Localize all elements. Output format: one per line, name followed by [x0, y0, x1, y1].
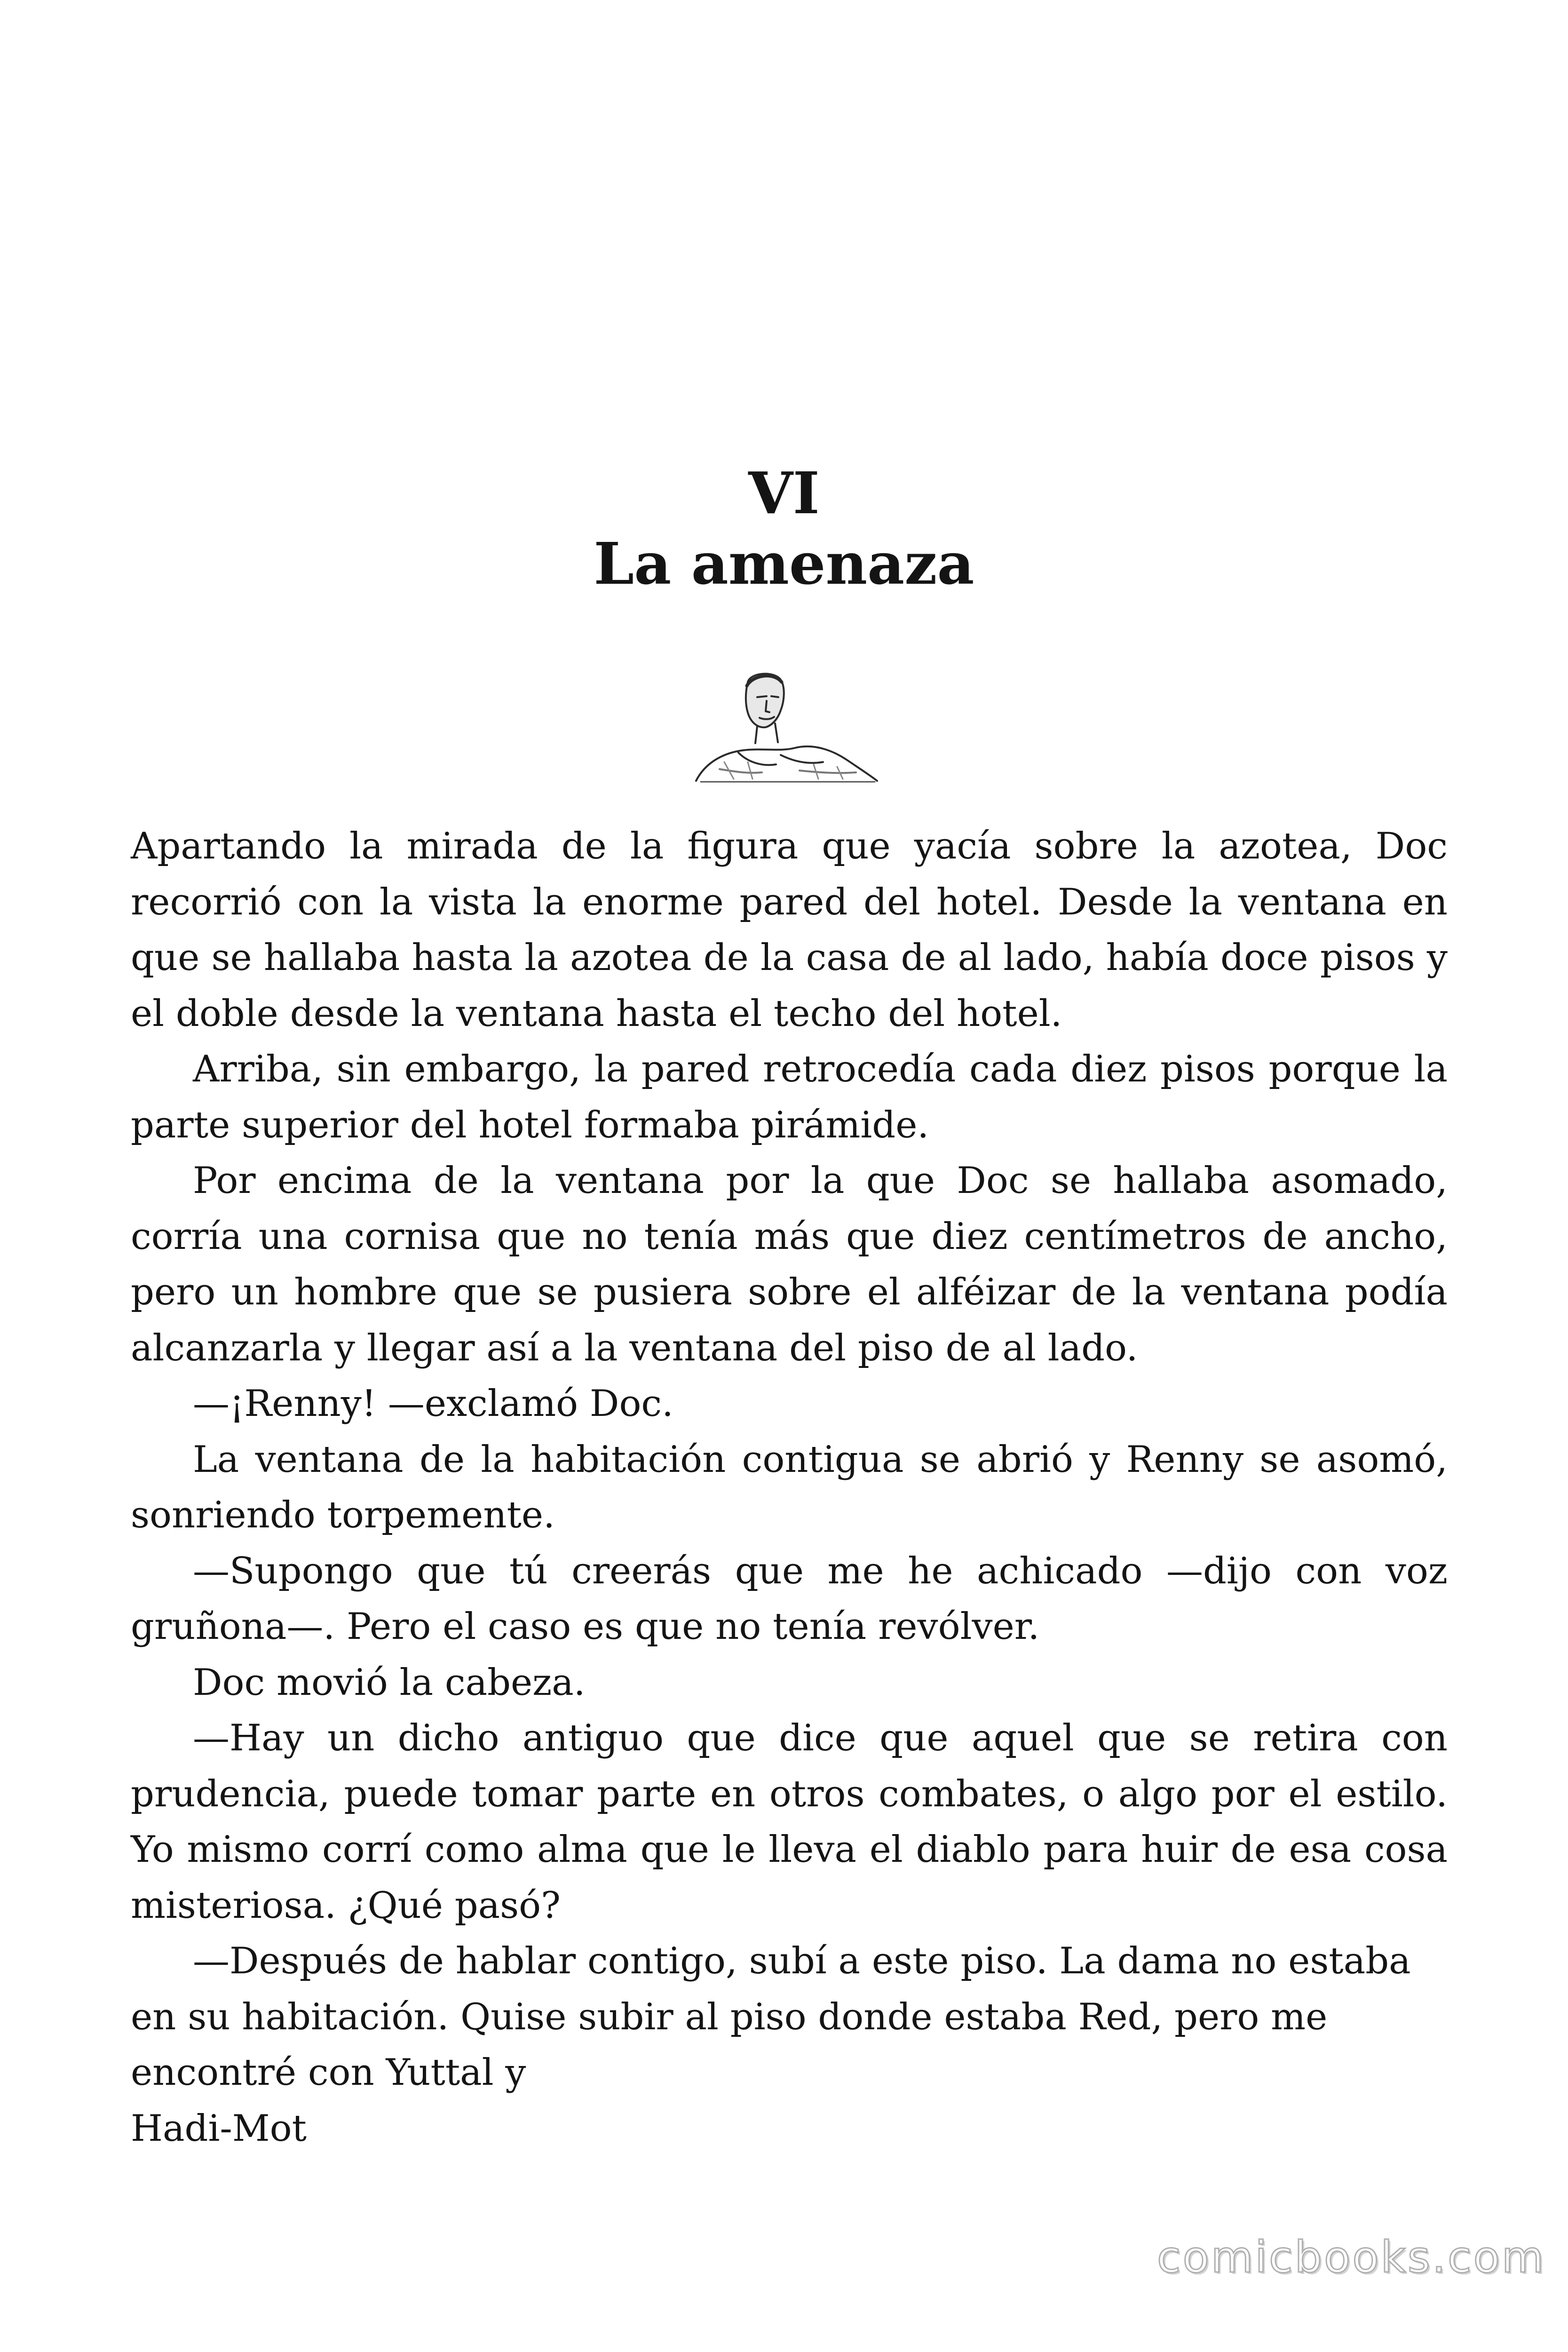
watermark-text: comicbooks.com — [1157, 2232, 1546, 2282]
paragraph: Doc movió la cabeza. — [193, 1661, 586, 1704]
paragraph: —Supongo que tú creerás que me he achicado —dijo con voz gruñona—. Pero el caso es que no tenía revólver. — [131, 1549, 1448, 1648]
paragraph: —¡Renny! —exclamó Doc. — [193, 1383, 673, 1425]
chapter-title: La amenaza — [594, 530, 974, 597]
body-text — [131, 818, 1448, 2156]
paragraph: La ventana de la habitación contigua se abrió y Renny se asomó, sonriendo torpemente. — [131, 1438, 1448, 1536]
paragraph: Arriba, sin embargo, la pared retrocedía cada diez pisos porque la parte superior del hotel formaba pirámide. — [131, 1048, 1448, 1146]
chapter-number: VI — [748, 459, 820, 527]
paragraph: Por encima de la ventana por la que Doc se hallaba asomado, corría una cornisa que no tenía más que diez centímetros de ancho, pero un hombre que se pusiera sobre el alféizar de la ventana podía alcanzarla y llegar así a la ventana del piso de al lado. — [131, 1160, 1448, 1369]
paragraph: —Hay un dicho antiguo que dice que aquel que se retira con prudencia, puede tomar parte en otros combates, o algo por el estilo. Yo mismo corrí como alma que le lleva el diablo para huir de esa cosa misteriosa. ¿Qué pasó? — [131, 1717, 1448, 1927]
paragraph: —Después de hablar contigo, subí a este piso. La dama no estaba en su habitación. Quise subir al piso donde estaba Red, pero me encontré con Yuttal y — [131, 1940, 1411, 2094]
vignette-figure-icon — [691, 668, 879, 786]
paragraph: Hadi-Mot — [131, 2107, 307, 2150]
paragraph: Apartando la mirada de la figura que yacía sobre la azotea, Doc recorrió con la vista la enorme pared del hotel. Desde la ventana en que se hallaba hasta la azotea de la casa de al lado, había doce pisos y el doble desde la ventana hasta el techo del hotel. — [131, 825, 1448, 1035]
